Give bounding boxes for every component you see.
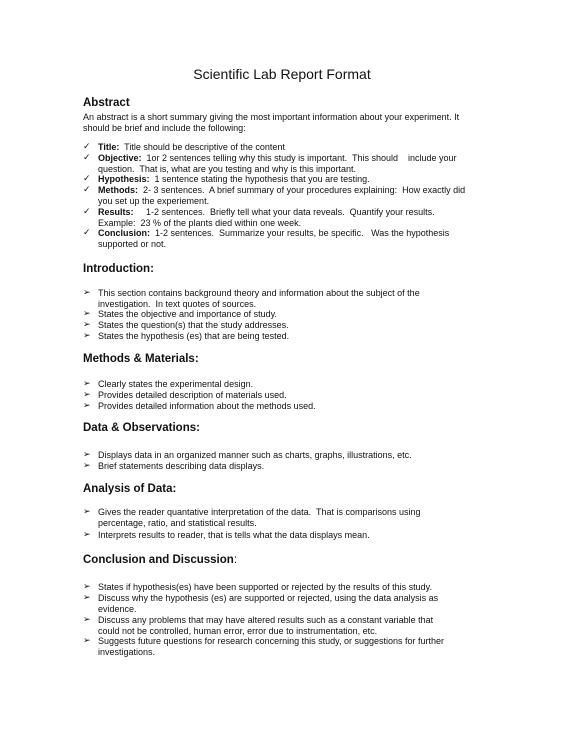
item-text-line-2: Example: 23 % of the plants died within one week. [98,217,302,228]
item-label: Results: [98,207,134,217]
arrow-bullet-icon: ➢ [83,582,91,592]
abstract-item-objective [83,153,483,174]
arrow-bullet-icon: ➢ [83,450,91,460]
item-text: 1-2 sentences. Briefly tell what your data reveals. Quantify your results. [133,207,435,217]
check-icon: ✓ [83,207,91,217]
item-text-line-2: question. That is, what are you testing and why is this important. [98,163,356,174]
conclusion-heading [83,554,237,567]
item-text: Discuss any problems that may have altered results such as a constant variable that [98,615,434,625]
arrow-bullet-icon: ➢ [83,461,91,471]
abstract-item-results [83,207,483,228]
item-text: This section contains background theory and information about the subject of the [98,288,420,298]
methods-item [83,390,483,401]
conclusion-item [83,615,483,636]
document-title: Scientific Lab Report Format [193,66,371,82]
item-text: 1-2 sentences. Summarize your results, be specific. Was the hypothesis [150,228,450,238]
item-text: Suggests future questions for research concerning this study, or suggestions for further [98,636,445,646]
item-label: Conclusion: [98,228,150,238]
conclusion-heading-colon: : [233,554,238,566]
introduction-item [83,320,483,331]
check-icon: ✓ [83,228,91,238]
arrow-bullet-icon: ➢ [83,309,91,319]
arrow-bullet-icon: ➢ [83,390,91,400]
introduction-item [83,331,483,342]
arrow-bullet-icon: ➢ [83,615,91,625]
item-text: Gives the reader quantative interpretation of the data. That is comparisons using [98,507,421,517]
item-text: Provides detailed information about the methods used. [98,401,316,411]
abstract-intro [83,112,483,133]
conclusion-item [83,636,483,657]
item-text-line-2: you set up the experiement. [98,195,210,206]
arrow-bullet-icon: ➢ [83,593,91,603]
item-text: Clearly states the experimental design. [98,379,254,389]
item-text-line-2: percentage, ratio, and statistical results. [98,517,257,528]
item-text-line-2: could not be controlled, human error, error due to instrumentation, etc. [98,625,378,636]
methods-heading: Methods & Materials: [83,353,199,365]
item-text: 2- 3 sentences. A brief summary of your procedures explaining: How exactly did [138,185,466,195]
item-text: 1 sentence stating the hypothesis that you are testing. [149,174,370,184]
data-observations-item [83,450,483,461]
arrow-bullet-icon: ➢ [83,379,91,389]
conclusion-item [83,593,483,614]
data-observations-item [83,461,483,472]
abstract-intro-line-1: An abstract is a short summary giving the most important information about your experiment. It [83,112,460,122]
item-text-line-2: investigations. [98,646,156,657]
item-text: States the objective and importance of study. [98,309,277,319]
arrow-bullet-icon: ➢ [83,331,91,341]
item-text-line-2: supported or not. [98,238,167,249]
data-observations-heading: Data & Observations: [83,422,200,434]
item-text: Interprets results to reader, that is tells what the data displays mean. [98,530,370,540]
introduction-item [83,288,483,309]
item-text: Discuss why the hypothesis (es) are supported or rejected, using the data analysis as [98,593,439,603]
methods-item [83,379,483,390]
introduction-heading: Introduction: [83,263,154,275]
item-label: Title: [98,142,120,152]
item-text-line-2: investigation. In text quotes of sources. [98,298,257,309]
check-icon: ✓ [83,153,91,163]
abstract-heading: Abstract [83,97,130,109]
item-label: Objective: [98,153,142,163]
check-icon: ✓ [83,185,91,195]
item-text: Title should be descriptive of the content [119,142,285,152]
check-icon: ✓ [83,142,91,152]
item-text: States the hypothesis (es) that are being tested. [98,331,290,341]
abstract-item-conclusion [83,228,483,249]
item-text: States if hypothesis(es) have been supported or rejected by the results of this study. [98,582,433,592]
conclusion-item [83,582,483,593]
item-text: States the question(s) that the study addresses. [98,320,289,330]
introduction-item [83,309,483,320]
arrow-bullet-icon: ➢ [83,320,91,330]
item-text: Displays data in an organized manner such as charts, graphs, illustrations, etc. [98,450,412,460]
analysis-heading: Analysis of Data: [83,483,177,495]
arrow-bullet-icon: ➢ [83,507,91,517]
arrow-bullet-icon: ➢ [83,530,91,540]
item-text: 1or 2 sentences telling why this study is important. This should include your [141,153,457,163]
abstract-intro-line-2: should be brief and include the following: [83,122,246,133]
item-text: Provides detailed description of materials used. [98,390,287,400]
item-text: Brief statements describing data displays. [98,461,265,471]
abstract-item-hypothesis [83,174,483,185]
item-text-line-2: evidence. [98,603,137,614]
analysis-item [83,507,483,528]
analysis-item [83,530,483,541]
arrow-bullet-icon: ➢ [83,401,91,411]
abstract-item-title [83,142,483,153]
conclusion-heading-text: Conclusion and Discussion [83,554,234,566]
check-icon: ✓ [83,174,91,184]
abstract-item-methods [83,185,483,206]
item-label: Methods: [98,185,138,195]
arrow-bullet-icon: ➢ [83,288,91,298]
arrow-bullet-icon: ➢ [83,636,91,646]
methods-item [83,401,483,412]
item-label: Hypothesis: [98,174,150,184]
